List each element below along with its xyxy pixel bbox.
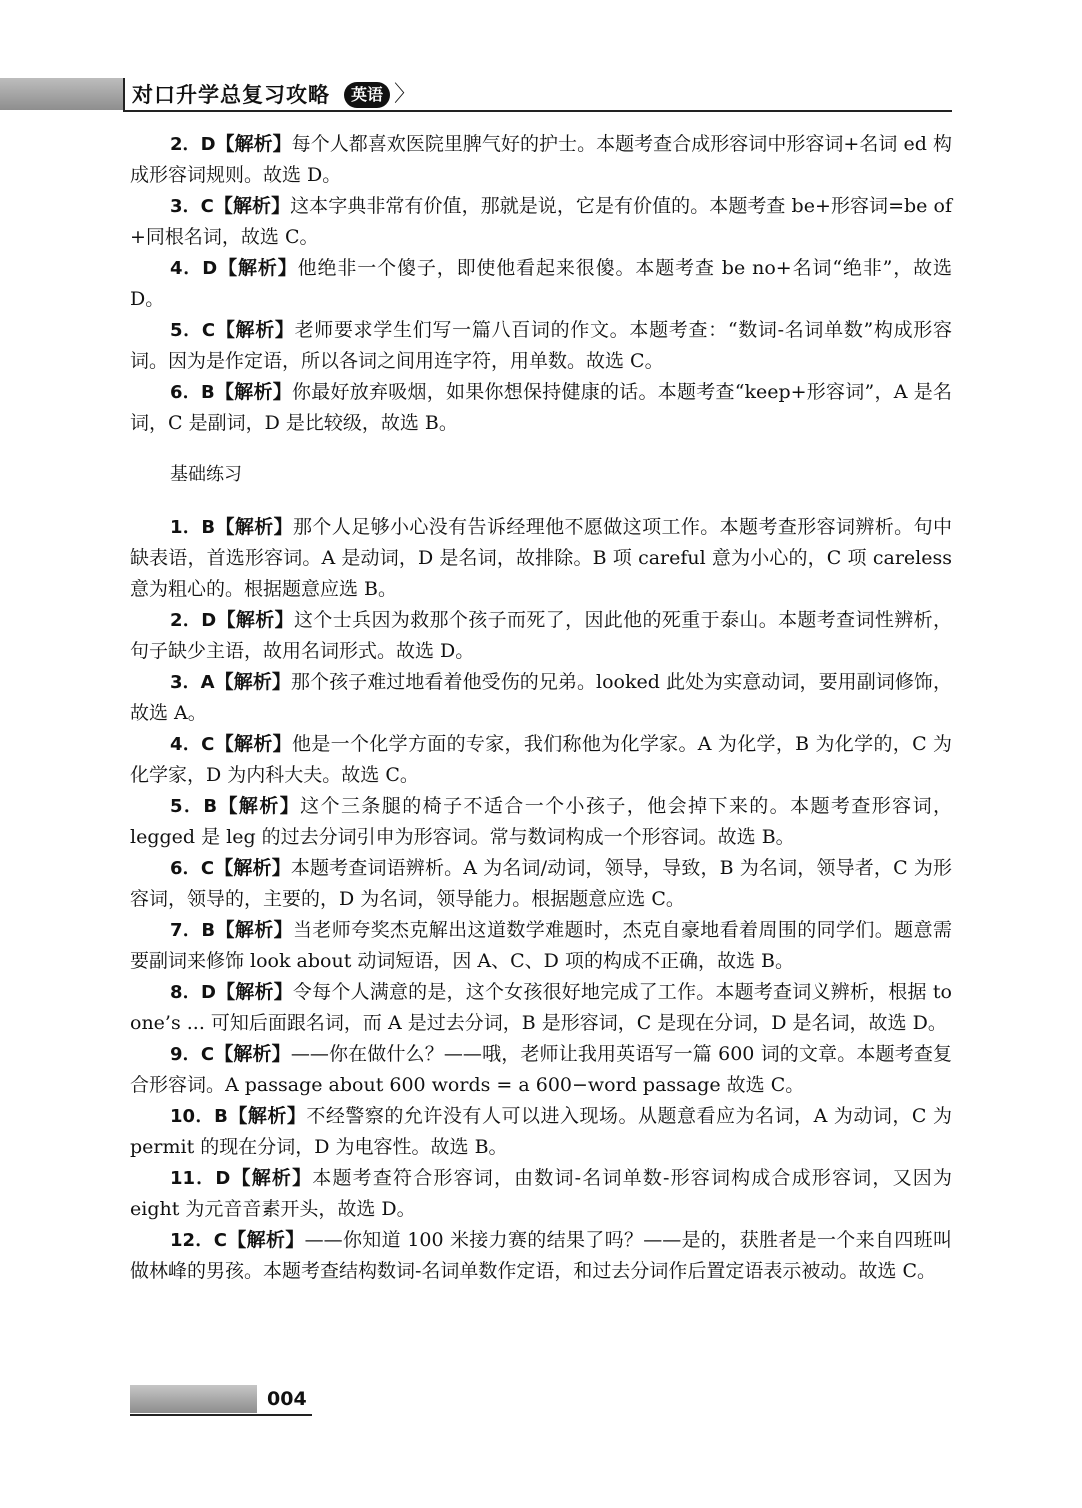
book-title: 对口升学总复习攻略 (132, 82, 330, 107)
answer-item (130, 977, 952, 1039)
analysis-tag: 【解析】 (216, 609, 295, 631)
answer-list-top (130, 129, 952, 439)
answer-item (130, 605, 952, 667)
answer-label (170, 734, 214, 755)
answer-item (130, 853, 952, 915)
analysis-tag: 【解析】 (215, 319, 295, 341)
answer-letter: D (200, 982, 216, 1003)
answer-item (130, 667, 952, 729)
analysis-text: 不经警察的允许没有人可以进入现场。从题意看应为名词，A 为动词，C 为 permit 的现在分词，D 为电容性。故选 B。 (130, 1105, 952, 1158)
answer-letter: D (215, 1168, 231, 1189)
answer-item (130, 1163, 952, 1225)
item-number: 11． (170, 1168, 216, 1189)
answer-letter: C (201, 734, 215, 755)
answer-label (170, 134, 216, 155)
item-number: 3． (170, 672, 201, 693)
item-number: 3． (170, 196, 201, 217)
answer-letter: D (202, 258, 218, 279)
answer-letter: B (201, 382, 215, 403)
analysis-tag: 【解析】 (215, 133, 292, 155)
answer-label (170, 320, 215, 341)
analysis-text: 本题考查词语辨析。A 为名词/动词，领导，导致，B 为名词，领导者，C 为形容词，领导的，主要的，D 为名词，领导能力。根据题意应选 C。 (130, 857, 952, 910)
page-content (130, 129, 952, 1287)
answer-letter: C (201, 320, 216, 341)
item-number: 5． (170, 796, 204, 817)
answer-letter: B (214, 1106, 228, 1127)
answer-item (130, 915, 952, 977)
analysis-text: 他是一个化学方面的专家，我们称他为化学家。A 为化学，B 为化学的，C 为化学家，D 为内科大夫。故选 C。 (130, 733, 952, 786)
item-number: 2． (170, 134, 201, 155)
item-number: 5． (170, 320, 202, 341)
analysis-tag: 【解析】 (214, 733, 293, 755)
analysis-tag: 【解析】 (215, 516, 294, 538)
answer-label (170, 920, 215, 941)
answer-list-basic (130, 512, 952, 1287)
analysis-tag: 【解析】 (226, 1229, 305, 1251)
answer-label (170, 258, 217, 279)
answer-item (130, 377, 952, 439)
answer-label (170, 1168, 230, 1189)
answer-letter: D (201, 610, 217, 631)
answer-label (170, 858, 214, 879)
analysis-text: 令每个人满意的是，这个女孩很好地完成了工作。本题考查词义辨析，根据 to one’s ... 可知后面跟名词，而 A 是过去分词，B 是形容词，C 是现在分词，D 是名词，故选 D。 (130, 981, 952, 1034)
analysis-text: ——你知道 100 米接力赛的结果了吗？——是的，获胜者是一个来自四班叫做林峰的男孩。本题考查结构数词-名词单数作定语，和过去分词作后置定语表示被动。故选 C。 (130, 1229, 952, 1282)
answer-label (170, 382, 215, 403)
footer-rule (130, 1414, 312, 1416)
section-title: 基础练习 (170, 464, 242, 485)
answer-item (130, 129, 952, 191)
analysis-text: 他绝非一个傻子，即使他看起来很傻。本题考查 be no+名词“绝非”，故选 D。 (130, 257, 952, 310)
analysis-text: 这个士兵因为救那个孩子而死了，因此他的死重于泰山。本题考查词性辨析，句子缺少主语，故用名词形式。故选 D。 (130, 609, 952, 662)
answer-item (130, 512, 952, 605)
item-number: 8． (170, 982, 201, 1003)
answer-letter: B (201, 517, 216, 538)
answer-letter: A (200, 672, 215, 693)
item-number: 9． (170, 1044, 201, 1065)
analysis-tag: 【解析】 (214, 381, 293, 403)
item-number: 6． (170, 382, 202, 403)
analysis-tag: 【解析】 (214, 857, 291, 879)
answer-letter: B (203, 796, 218, 817)
answer-letter: C (200, 196, 214, 217)
answer-label (170, 610, 216, 631)
subject-badge: 英语 (344, 82, 390, 108)
answer-label (170, 982, 216, 1003)
answer-label (170, 196, 214, 217)
analysis-text: 这个三条腿的椅子不适合一个小孩子，他会掉下来的。本题考查形容词，legged 是 leg 的过去分词引申为形容词。常与数词构成一个形容词。故选 B。 (130, 795, 952, 848)
answer-label (170, 1230, 227, 1251)
item-number: 1． (170, 517, 202, 538)
analysis-tag: 【解析】 (214, 671, 291, 693)
item-number: 4． (170, 734, 202, 755)
footer-decor-bar (130, 1385, 257, 1413)
answer-letter: C (200, 858, 215, 879)
item-number: 6． (170, 858, 201, 879)
analysis-tag: 【解析】 (214, 1043, 291, 1065)
answer-letter: D (200, 134, 216, 155)
analysis-text: 老师要求学生们写一篇八百词的作文。本题考查：“数词-名词单数”构成形容词。因为是作定语，所以各词之间用连字符，用单数。故选 C。 (130, 319, 952, 372)
answer-item (130, 1101, 952, 1163)
analysis-tag: 【解析】 (230, 1167, 313, 1189)
answer-label (170, 672, 215, 693)
item-number: 10． (170, 1106, 215, 1127)
page-number: 004 (267, 1388, 307, 1410)
item-number: 12． (170, 1230, 214, 1251)
analysis-text: 当老师夸奖杰克解出这道数学难题时，杰克自豪地看着周围的同学们。题意需要副词来修饰 look about 动词短语，因 A、C、D 项的构成不正确，故选 B。 (130, 919, 952, 972)
answer-letter: B (201, 920, 216, 941)
analysis-tag: 【解析】 (217, 257, 298, 279)
analysis-text: 每个人都喜欢医院里脾气好的护士。本题考查合成形容词中形容词+名词 ed 构成形容词规则。故选 D。 (130, 133, 952, 186)
analysis-text: ——你在做什么？——哦，老师让我用英语写一篇 600 词的文章。本题考查复合形容词。A passage about 600 words = a 600−word passage 故选 C。 (130, 1043, 952, 1096)
answer-label (170, 1106, 228, 1127)
answer-item (130, 1225, 952, 1287)
answer-letter: C (213, 1230, 227, 1251)
answer-item (130, 1039, 952, 1101)
analysis-tag: 【解析】 (215, 919, 294, 941)
header-decor-bar (0, 78, 123, 110)
answer-item (130, 315, 952, 377)
analysis-tag: 【解析】 (213, 195, 291, 217)
analysis-text: 这本字典非常有价值，那就是说，它是有价值的。本题考查 be+形容词=be of +同根名词，故选 C。 (130, 195, 952, 248)
answer-label (170, 1044, 214, 1065)
item-number: 4． (170, 258, 203, 279)
analysis-text: 那个人足够小心没有告诉经理他不愿做这项工作。本题考查形容词辨析。句中缺表语，首选形容词。A 是动词，D 是名词，故排除。B 项 careful 意为小心的，C 项 careless 意为粗心的。根据题意应选 B。 (130, 516, 952, 600)
analysis-text: 那个孩子难过地看着他受伤的兄弟。looked 此处为实意动词，要用副词修饰，故选 A。 (130, 671, 952, 724)
item-number: 2． (170, 610, 202, 631)
item-number: 7． (170, 920, 202, 941)
answer-item (130, 729, 952, 791)
header-rule (123, 110, 952, 112)
answer-item (130, 191, 952, 253)
answer-letter: C (200, 1044, 215, 1065)
chevron-right-icon: 〉 (394, 82, 417, 107)
analysis-tag: 【解析】 (217, 795, 301, 817)
answer-item (130, 253, 952, 315)
answer-label (170, 517, 215, 538)
answer-label (170, 796, 217, 817)
analysis-tag: 【解析】 (227, 1105, 307, 1127)
analysis-text: 本题考查符合形容词，由数词-名词单数-形容词构成合成形容词，又因为 eight 为元音音素开头，故选 D。 (130, 1167, 952, 1220)
analysis-tag: 【解析】 (215, 981, 293, 1003)
header-divider (123, 78, 125, 112)
answer-item (130, 791, 952, 853)
analysis-text: 你最好放弃吸烟，如果你想保持健康的话。本题考查“keep+形容词”，A 是名词，C 是副词，D 是比较级，故选 B。 (130, 381, 952, 434)
